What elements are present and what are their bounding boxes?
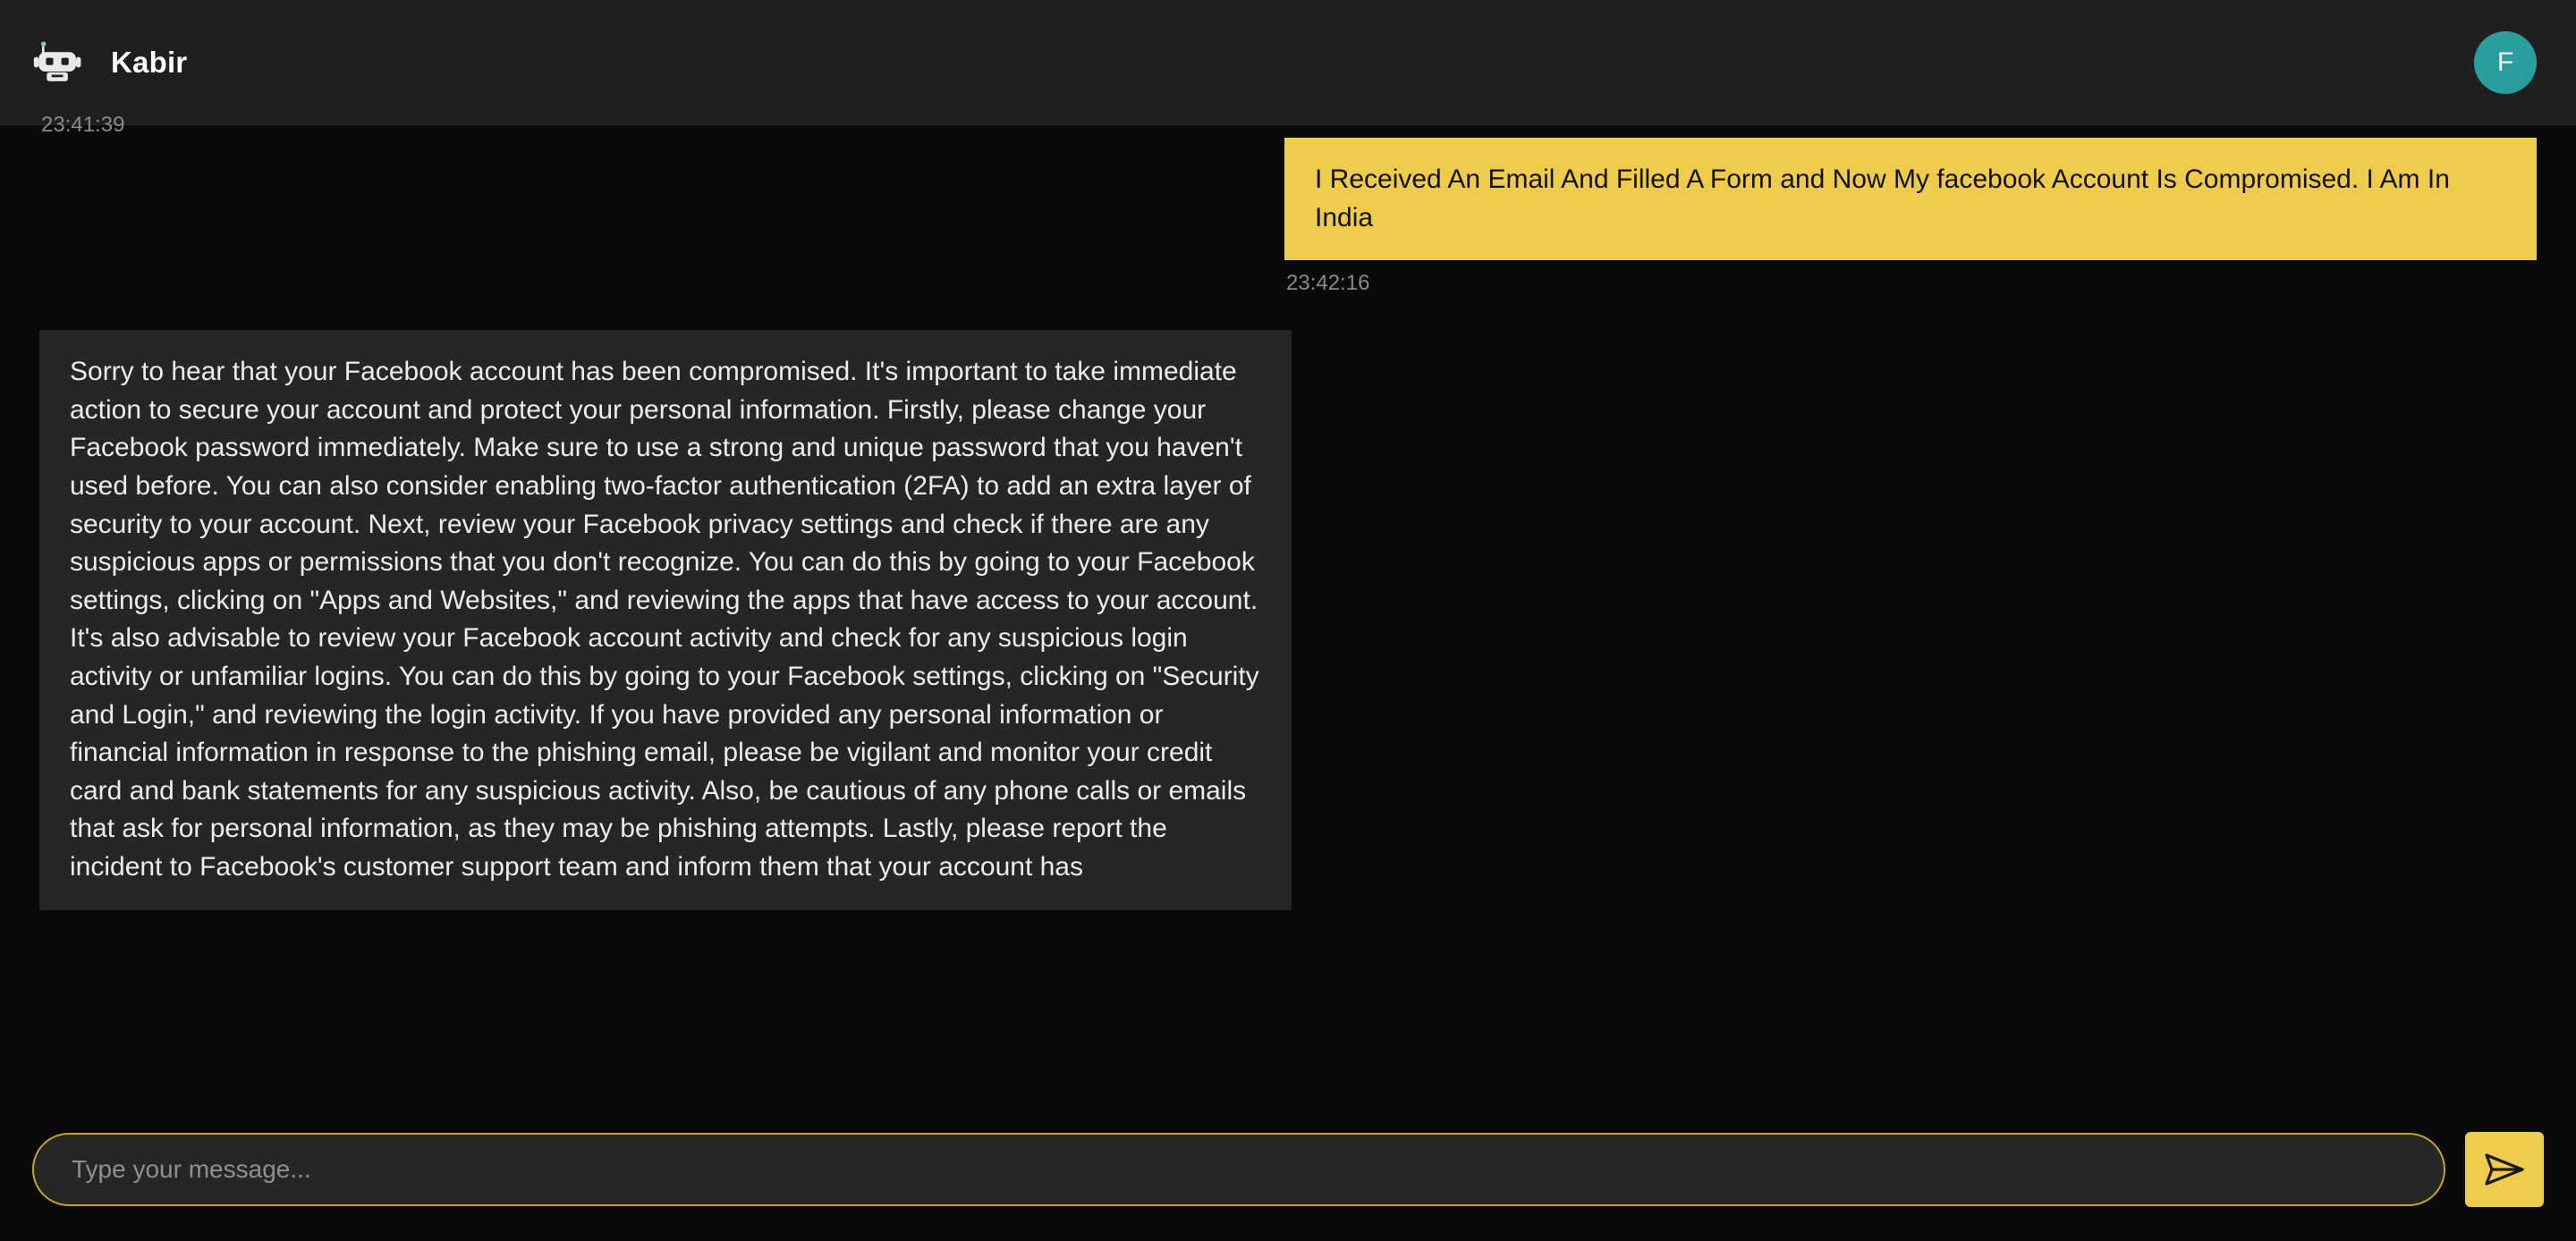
message-row-bot [39,330,2537,909]
robot-icon [32,37,84,89]
message-composer [0,1098,2576,1241]
avatar-initial: F [2496,46,2514,77]
message-block [39,330,1292,909]
send-button[interactable] [2465,1132,2544,1207]
message-timestamp: 23:42:16 [1286,271,1370,296]
avatar[interactable] [2474,31,2537,94]
timestamp: 23:41:39 [41,113,125,137]
bot-message-bubble[interactable]: Sorry to hear that your Facebook account has been compromised. It's important to take immediate action to secure your account and protect your personal information. Firstly, please change your Facebook password immediately. Make sure to use a strong and unique password that you haven't used before. You can also consider enabling two-factor authentication (2FA) to add an extra layer of security to your account. Next, review your Facebook privacy settings and check if there are any suspicious apps or permissions that you don't recognize. You can do this by going to your Facebook settings, clicking on "Apps and Websites," and reviewing the apps that have access to your account. It's also advisable to review your Facebook account activity and check for any suspicious login activity or unfamiliar logins. You can do this by going to your Facebook settings, clicking on "Security and Login," and reviewing the login activity. If you have provided any personal information or financial information in response to the phishing email, please be vigilant and monitor your credit card and bank statements for any suspicious activity. Also, be cautious of any phone calls or emails that ask for personal information, as they may be phishing attempts. Lastly, please report the incident to Facebook's customer support team and inform them that your account has [39,330,1292,909]
user-message-bubble[interactable]: I Received An Email And Filled A Form and Now My facebook Account Is Compromised. I Am In India [1284,138,2537,260]
page-title: Kabir [111,45,188,79]
message-row-user [39,138,2537,330]
app-header [0,0,2576,125]
brand [32,37,187,89]
clipped-timestamp-row [39,113,2537,138]
message-block [1284,138,2537,330]
message-input[interactable] [32,1133,2445,1206]
chat-message-list[interactable] [0,113,2576,1098]
send-icon [2484,1152,2525,1187]
